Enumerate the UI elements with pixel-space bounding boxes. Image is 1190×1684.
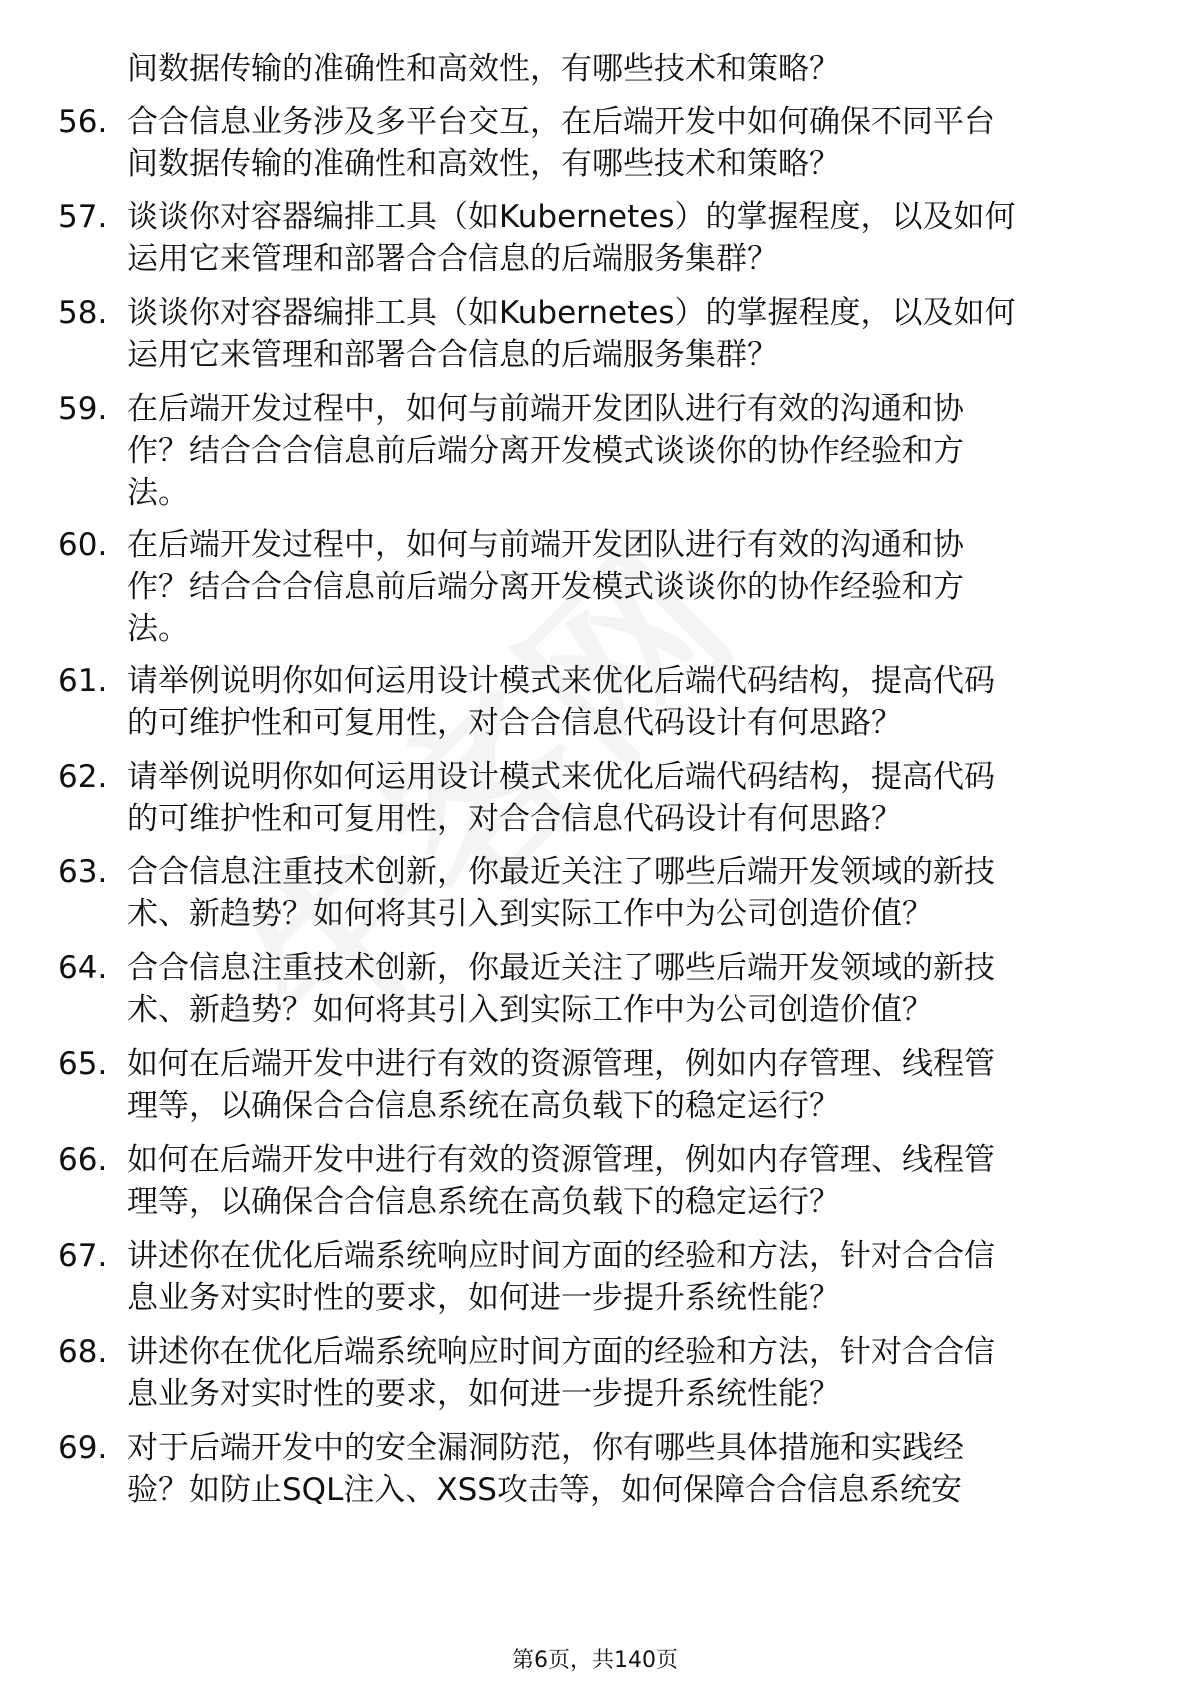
question-line: 谈谈你对容器编排工具（如Kubernetes）的掌握程度，以及如何	[127, 199, 1016, 235]
question-text	[127, 1427, 1127, 1511]
question-number: 63.	[58, 854, 108, 890]
question-line: 合合信息注重技术创新，你最近关注了哪些后端开发领域的新技	[127, 950, 995, 986]
question-text	[127, 947, 1127, 1031]
question-line: 术、新趋势？如何将其引入到实际工作中为公司创造价值？	[127, 896, 933, 932]
question-line: 息业务对实时性的要求，如何进一步提升系统性能？	[127, 1376, 840, 1412]
question-line: 合合信息业务涉及多平台交互，在后端开发中如何确保不同平台	[127, 104, 995, 140]
question-text	[127, 1139, 1127, 1223]
question-line: 合合信息注重技术创新，你最近关注了哪些后端开发领域的新技	[127, 854, 995, 890]
question-number: 64.	[58, 950, 108, 986]
question-line: 请举例说明你如何运用设计模式来优化后端代码结构，提高代码	[127, 759, 995, 795]
question-line: 在后端开发过程中，如何与前端开发团队进行有效的沟通和协	[127, 391, 964, 427]
question-text	[127, 660, 1127, 744]
question-line: 的可维护性和可复用性，对合合信息代码设计有何思路？	[127, 801, 902, 837]
question-number: 68.	[58, 1334, 108, 1370]
question-line: 理等，以确保合合信息系统在高负载下的稳定运行？	[127, 1088, 840, 1124]
question-number: 57.	[58, 199, 108, 235]
question-line: 如何在后端开发中进行有效的资源管理，例如内存管理、线程管	[127, 1142, 995, 1178]
question-line: 运用它来管理和部署合合信息的后端服务集群？	[127, 241, 778, 277]
question-line: 法。	[127, 475, 189, 511]
question-text	[127, 851, 1127, 935]
question-number: 56.	[58, 104, 108, 140]
question-number: 65.	[58, 1046, 108, 1082]
page-number-footer: 第6页，共140页	[512, 1648, 678, 1673]
question-text	[127, 524, 1127, 650]
question-number: 62.	[58, 759, 108, 795]
question-text	[127, 292, 1127, 376]
question-text	[127, 196, 1127, 280]
question-line: 间数据传输的准确性和高效性，有哪些技术和策略？	[127, 146, 840, 182]
question-line: 如何在后端开发中进行有效的资源管理，例如内存管理、线程管	[127, 1046, 995, 1082]
question-number: 60.	[58, 527, 108, 563]
question-text	[127, 1235, 1127, 1319]
question-line: 验？如防止SQL注入、XSS攻击等，如何保障合合信息系统安	[127, 1472, 962, 1508]
question-line: 的可维护性和可复用性，对合合信息代码设计有何思路？	[127, 705, 902, 741]
question-number: 61.	[58, 663, 108, 699]
question-number: 59.	[58, 391, 108, 427]
continued-question-text: 间数据传输的准确性和高效性，有哪些技术和策略？	[127, 51, 840, 87]
question-line: 法。	[127, 611, 189, 647]
question-line: 理等，以确保合合信息系统在高负载下的稳定运行？	[127, 1184, 840, 1220]
question-line: 运用它来管理和部署合合信息的后端服务集群？	[127, 337, 778, 373]
question-line: 作？结合合合信息前后端分离开发模式谈谈你的协作经验和方	[127, 569, 964, 605]
question-line: 对于后端开发中的安全漏洞防范，你有哪些具体措施和实践经	[127, 1430, 964, 1466]
question-text	[127, 1043, 1127, 1127]
question-number: 66.	[58, 1142, 108, 1178]
question-text	[127, 388, 1127, 514]
question-number: 58.	[58, 295, 108, 331]
question-text	[127, 1331, 1127, 1415]
question-line: 术、新趋势？如何将其引入到实际工作中为公司创造价值？	[127, 992, 933, 1028]
question-line: 请举例说明你如何运用设计模式来优化后端代码结构，提高代码	[127, 663, 995, 699]
question-text	[127, 101, 1127, 185]
question-line: 谈谈你对容器编排工具（如Kubernetes）的掌握程度，以及如何	[127, 295, 1016, 331]
question-line: 息业务对实时性的要求，如何进一步提升系统性能？	[127, 1280, 840, 1316]
question-line: 讲述你在优化后端系统响应时间方面的经验和方法，针对合合信	[127, 1238, 995, 1274]
question-line: 讲述你在优化后端系统响应时间方面的经验和方法，针对合合信	[127, 1334, 995, 1370]
question-line: 在后端开发过程中，如何与前端开发团队进行有效的沟通和协	[127, 527, 964, 563]
question-text	[127, 756, 1127, 840]
question-number: 69.	[58, 1430, 108, 1466]
question-number: 67.	[58, 1238, 108, 1274]
question-line: 作？结合合合信息前后端分离开发模式谈谈你的协作经验和方	[127, 433, 964, 469]
